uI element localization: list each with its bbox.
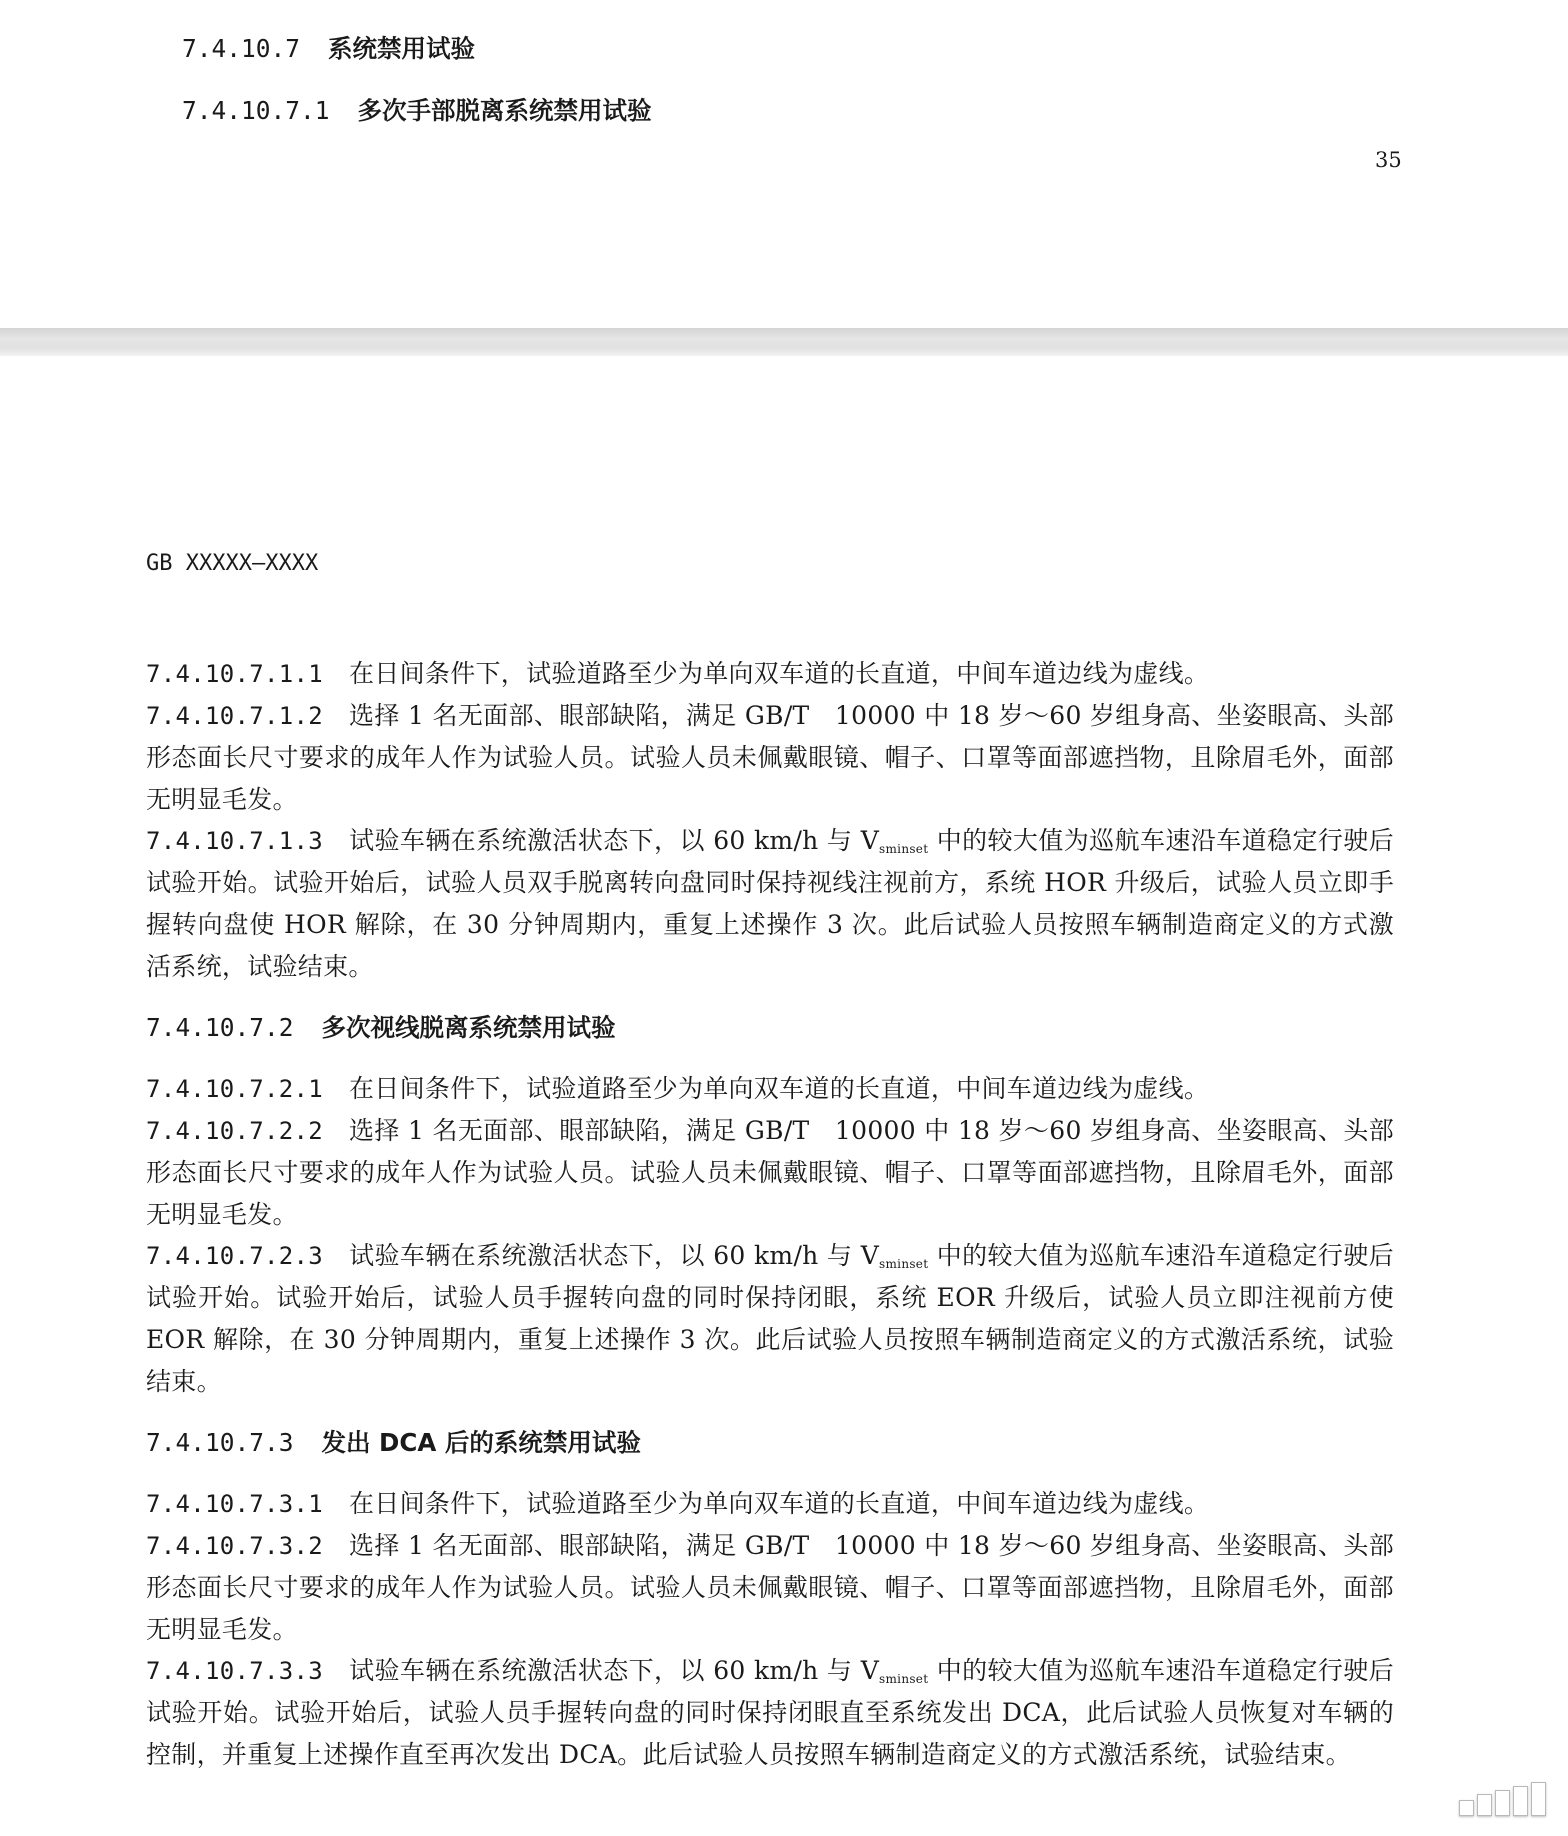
clause-number: 7.4.10.7.3.2 bbox=[146, 1532, 323, 1560]
clause-number: 7.4.10.7.2.3 bbox=[146, 1242, 323, 1270]
clause-text: 选择 1 名无面部、眼部缺陷，满足 GB/T 10000 中 18 岁～60 岁组身高、坐姿眼高、头部形态面长尺寸要求的成年人作为试验人员。试验人员未佩戴眼镜、帽子、口罩等面部遮挡物，且除眉毛外，面部无明显毛发。 bbox=[146, 701, 1394, 814]
clause-number: 7.4.10.7.3.1 bbox=[146, 1490, 323, 1518]
clause-text: 试验车辆在系统激活状态下，以 60 km/h 与 V bbox=[349, 1656, 880, 1685]
clause bbox=[146, 653, 1394, 695]
section-number: 7.4.10.7.3 bbox=[146, 1428, 294, 1457]
speed-subscript: sminset bbox=[879, 1672, 929, 1686]
page-separator bbox=[0, 328, 1568, 356]
previous-page bbox=[0, 0, 1568, 328]
clause-text: 在日间条件下，试验道路至少为单向双车道的长直道，中间车道边线为虚线。 bbox=[349, 659, 1210, 688]
section-heading bbox=[146, 1009, 616, 1044]
clause-text: 中的较大值为巡航车速沿车道稳定行驶后试验开始。试验开始后，试验人员手握转向盘的同时保持闭眼直至系统发出 DCA，此后试验人员恢复对车辆的控制，并重复上述操作直至再次发出 DCA。此后试验人员按照车辆制造商定义的方式激活系统，试验结束。 bbox=[146, 1656, 1394, 1769]
clause bbox=[146, 695, 1394, 821]
clause-number: 7.4.10.7.2.1 bbox=[146, 1075, 323, 1103]
section-number: 7.4.10.7.1 bbox=[182, 96, 330, 125]
page-number: 35 bbox=[1375, 148, 1402, 172]
clause-number: 7.4.10.7.1.1 bbox=[146, 660, 323, 688]
section-title: 发出 DCA 后的系统禁用试验 bbox=[321, 1428, 641, 1457]
clause-text: 选择 1 名无面部、眼部缺陷，满足 GB/T 10000 中 18 岁～60 岁组身高、坐姿眼高、头部形态面长尺寸要求的成年人作为试验人员。试验人员未佩戴眼镜、帽子、口罩等面部遮挡物，且除眉毛外，面部无明显毛发。 bbox=[146, 1531, 1394, 1644]
section-title: 多次手部脱离系统禁用试验 bbox=[357, 96, 652, 125]
section-title: 多次视线脱离系统禁用试验 bbox=[321, 1013, 616, 1042]
clause-number: 7.4.10.7.1.3 bbox=[146, 827, 323, 855]
clause-text: 在日间条件下，试验道路至少为单向双车道的长直道，中间车道边线为虚线。 bbox=[349, 1489, 1210, 1518]
current-page bbox=[0, 356, 1568, 1836]
clause bbox=[146, 1068, 1394, 1110]
clause bbox=[146, 1110, 1394, 1236]
clause-text: 中的较大值为巡航车速沿车道稳定行驶后试验开始。试验开始后，试验人员双手脱离转向盘同时保持视线注视前方，系统 HOR 升级后，试验人员立即手握转向盘使 HOR 解除，在 30 分钟周期内，重复上述操作 3 次。此后试验人员按照车辆制造商定义的方式激活系统，试验结束。 bbox=[146, 826, 1394, 981]
watermark-icon bbox=[1456, 1782, 1546, 1816]
clause bbox=[146, 1525, 1394, 1651]
section-heading bbox=[182, 30, 475, 65]
clause-number: 7.4.10.7.3.3 bbox=[146, 1657, 323, 1685]
clause-text: 试验车辆在系统激活状态下，以 60 km/h 与 V bbox=[349, 826, 880, 855]
standard-number: GB XXXXX—XXXX bbox=[146, 551, 319, 576]
clause-text: 在日间条件下，试验道路至少为单向双车道的长直道，中间车道边线为虚线。 bbox=[349, 1074, 1210, 1103]
clause bbox=[146, 820, 1394, 988]
section-heading bbox=[182, 92, 652, 127]
clause bbox=[146, 1650, 1394, 1776]
section-number: 7.4.10.7 bbox=[182, 34, 301, 63]
section-number: 7.4.10.7.2 bbox=[146, 1013, 294, 1042]
speed-subscript: sminset bbox=[879, 1257, 929, 1271]
clause-text: 试验车辆在系统激活状态下，以 60 km/h 与 V bbox=[349, 1241, 880, 1270]
clause-number: 7.4.10.7.2.2 bbox=[146, 1117, 323, 1145]
speed-subscript: sminset bbox=[879, 842, 929, 856]
section-title: 系统禁用试验 bbox=[328, 34, 476, 63]
clause bbox=[146, 1235, 1394, 1403]
clause bbox=[146, 1483, 1394, 1525]
clause-text: 中的较大值为巡航车速沿车道稳定行驶后试验开始。试验开始后，试验人员手握转向盘的同时保持闭眼，系统 EOR 升级后，试验人员立即注视前方使 EOR 解除，在 30 分钟周期内，重复上述操作 3 次。此后试验人员按照车辆制造商定义的方式激活系统，试验结束。 bbox=[146, 1241, 1394, 1396]
clause-number: 7.4.10.7.1.2 bbox=[146, 702, 323, 730]
section-heading bbox=[146, 1424, 641, 1459]
clause-text: 选择 1 名无面部、眼部缺陷，满足 GB/T 10000 中 18 岁～60 岁组身高、坐姿眼高、头部形态面长尺寸要求的成年人作为试验人员。试验人员未佩戴眼镜、帽子、口罩等面部遮挡物，且除眉毛外，面部无明显毛发。 bbox=[146, 1116, 1394, 1229]
